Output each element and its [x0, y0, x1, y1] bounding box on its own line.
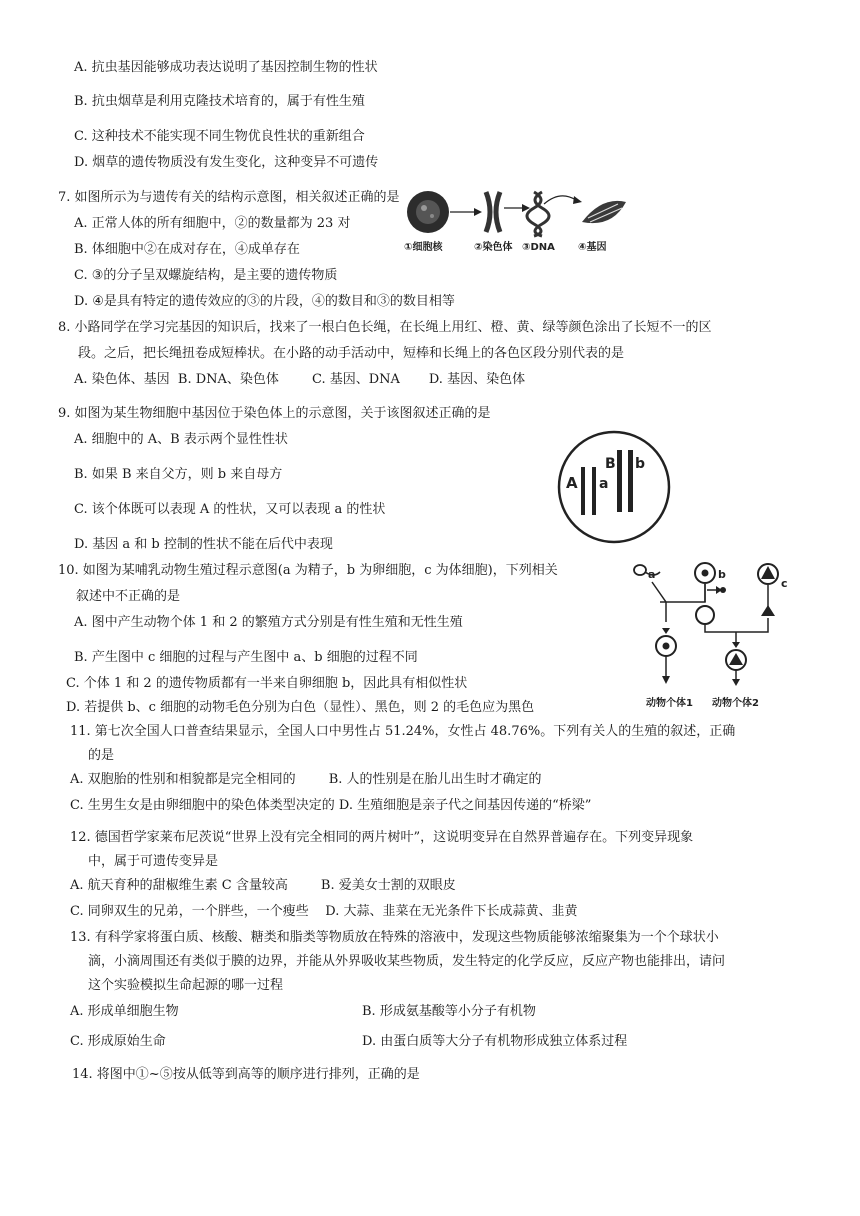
q7-option-d: D. ④是具有特定的遗传效应的③的片段，④的数目和③的数目相等: [74, 294, 455, 309]
individual-2-label: 动物个体2: [712, 698, 759, 709]
q12-options-ab: A. 航天育种的甜椒维生素 C 含量较高 B. 爱美女士割的双眼皮: [70, 878, 456, 893]
sperm-a-label: a: [648, 568, 656, 581]
q8-stem-line2: 段。之后，把长绳扭卷成短棒状。在小路的动手活动中，短棒和长绳上的各色区段分别代表的是: [78, 346, 625, 361]
q7-option-b: B. 体细胞中②在成对存在，④成单存在: [74, 242, 300, 257]
q10-stem-line1: 10. 如图为某哺乳动物生殖过程示意图(a 为精子，b 为卵细胞，c 为体细胞)，下列相关: [58, 563, 558, 578]
q10-stem-line2: 叙述中不正确的是: [76, 589, 181, 604]
q6-option-a: A. 抗虫基因能够成功表达说明了基因控制生物的性状: [74, 60, 378, 75]
q13-stem-line2: 滴，小滴周围还有类似于膜的边界，并能从外界吸收某些物质，发生特定的化学反应，反应产物也能排出，请问: [88, 954, 726, 969]
q10-option-a: A. 图中产生动物个体 1 和 2 的繁殖方式分别是有性生殖和无性生殖: [74, 615, 463, 630]
gene-B-label: B: [605, 456, 616, 472]
q13-option-c: C. 形成原始生命: [70, 1034, 166, 1049]
cell-nucleus-icon: [407, 191, 449, 233]
label-nucleus: ①细胞核: [404, 242, 443, 253]
dna-helix-icon: [527, 192, 549, 236]
chromosome-2: [592, 467, 596, 515]
q14-stem: 14. 将图中①~⑤按从低等到高等的顺序进行排列，正确的是: [72, 1067, 420, 1082]
label-gene: ④基因: [578, 242, 607, 253]
egg-cell-icon: [695, 563, 715, 583]
enucleated-egg-icon: [696, 606, 714, 624]
label-dna: ③DNA: [522, 242, 555, 253]
chromosome-1: [581, 467, 585, 515]
zygote-icon: [656, 636, 676, 656]
q6-option-c: C. 这种技术不能实现不同生物优良性状的重新组合: [74, 129, 365, 144]
sperm-icon: [634, 565, 660, 575]
q11-options-cd: C. 生男生女是由卵细胞中的染色体类型决定的 D. 生殖细胞是亲子代之间基因传递的“桥梁”: [70, 798, 592, 813]
q6-option-b: B. 抗虫烟草是利用克隆技术培育的，属于有性生殖: [74, 94, 365, 109]
q7-figure: [402, 188, 634, 254]
q8-options: A. 染色体、基因 B. DNA、染色体 C. 基因、DNA D. 基因、染色体: [74, 372, 526, 387]
q10-option-b: B. 产生图中 c 细胞的过程与产生图中 a、b 细胞的过程不同: [74, 650, 418, 665]
egg-b-label: b: [718, 568, 726, 581]
q12-stem-line1: 12. 德国哲学家莱布尼茨说“世界上没有完全相同的两片树叶”，这说明变异在自然界普遍存在。下列变异现象: [70, 830, 694, 845]
q9-stem: 9. 如图为某生物细胞中基因位于染色体上的示意图，关于该图叙述正确的是: [58, 406, 491, 421]
q11-stem-line1: 11. 第七次全国人口普查结果显示，全国人口中男性占 51.24%，女性占 48.76%。下列有关人的生殖的叙述，正确: [70, 724, 736, 739]
q7-option-a: A. 正常人体的所有细胞中，②的数量都为 23 对: [74, 216, 351, 231]
somatic-c-label: c: [781, 577, 788, 590]
q13-stem-line3: 这个实验模拟生命起源的哪一过程: [88, 978, 284, 993]
q13-option-d: D. 由蛋白质等大分子有机物形成独立体系过程: [362, 1034, 628, 1049]
q11-stem-line2: 的是: [88, 748, 115, 763]
q7-stem: 7. 如图所示为与遗传有关的结构示意图，相关叙述正确的是: [58, 190, 400, 205]
q12-stem-line2: 中，属于可遗传变异是: [88, 854, 219, 869]
q9-option-d: D. 基因 a 和 b 控制的性状不能在后代中表现: [74, 537, 333, 552]
q13-option-a: A. 形成单细胞生物: [70, 1004, 179, 1019]
q10-figure: [628, 560, 804, 716]
chromosome-3: [617, 450, 622, 512]
q10-option-c: C. 个体 1 和 2 的遗传物质都有一半来自卵细胞 b，因此具有相似性状: [66, 676, 468, 691]
label-chromosome: ②染色体: [474, 242, 513, 253]
q9-figure: [556, 430, 672, 546]
gene-a-label: a: [599, 476, 609, 492]
gene-b-label: b: [635, 456, 646, 472]
q9-option-c: C. 该个体既可以表现 A 的性状，又可以表现 a 的性状: [74, 502, 386, 517]
q7-option-c: C. ③的分子呈双螺旋结构，是主要的遗传物质: [74, 268, 338, 283]
q13-stem-line1: 13. 有科学家将蛋白质、核酸、糖类和脂类等物质放在特殊的溶液中，发现这些物质能够浓缩聚集为一个个球状小: [70, 930, 719, 945]
q9-option-b: B. 如果 B 来自父方，则 b 来自母方: [74, 467, 283, 482]
q12-options-cd: C. 同卵双生的兄弟，一个胖些，一个瘦些 D. 大蒜、韭菜在无光条件下长成蒜黄、韭黄: [70, 904, 578, 919]
q8-stem-line1: 8. 小路同学在学习完基因的知识后，找来了一根白色长绳，在长绳上用红、橙、黄、绿等颜色涂出了长短不一的区: [58, 320, 712, 335]
q9-option-a: A. 细胞中的 A、B 表示两个显性性状: [74, 432, 288, 447]
cloned-cell-icon: [726, 650, 746, 670]
chromosome-icon: [486, 192, 500, 232]
q11-options-ab: A. 双胞胎的性别和相貌都是完全相同的 B. 人的性别是在胎儿出生时才确定的: [70, 772, 542, 787]
chromosome-4: [628, 450, 633, 512]
q6-option-d: D. 烟草的遗传物质没有发生变化，这种变异不可遗传: [74, 155, 379, 170]
somatic-cell-icon: [758, 564, 778, 584]
somatic-nucleus-icon: [761, 605, 775, 616]
q10-option-d: D. 若提供 b、c 细胞的动物毛色分别为白色（显性）、黑色，则 2 的毛色应为黑色: [66, 700, 535, 715]
gene-A-label: A: [566, 474, 578, 492]
individual-1-label: 动物个体1: [646, 698, 693, 709]
q13-option-b: B. 形成氨基酸等小分子有机物: [362, 1004, 536, 1019]
gene-segment-icon: [582, 201, 626, 223]
